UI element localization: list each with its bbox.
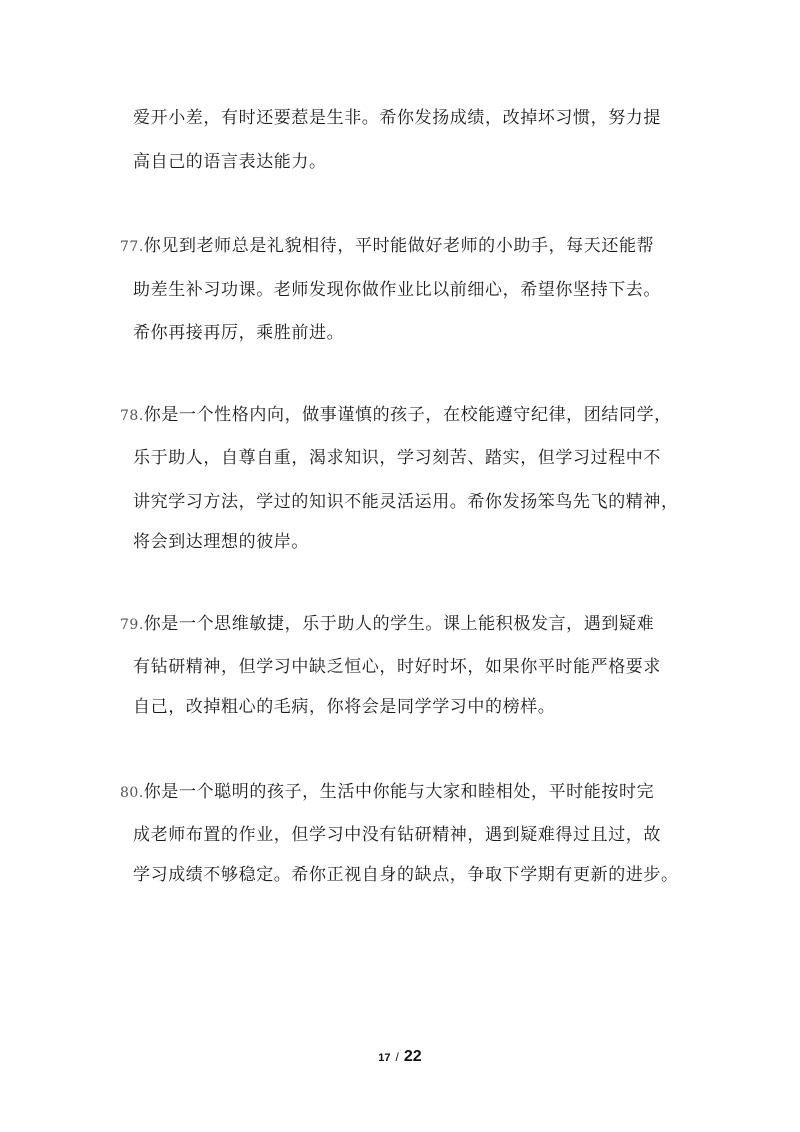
total-pages-number: 22 xyxy=(403,1048,422,1065)
page-separator: / xyxy=(395,1050,399,1064)
paragraph-line: 自己，改掉粗心的毛病，你将会是同学学习中的榜样。 xyxy=(133,697,556,717)
entry-77-first-line xyxy=(120,236,654,257)
paragraph-line: 你是一个性格内向，做事谨慎的孩子，在校能遵守纪律，团结同学， xyxy=(143,405,672,425)
paragraph-line: 学习成绩不够稳定。希你正视自身的缺点，争取下学期有更新的进步。 xyxy=(133,865,679,885)
paragraph-line: 乐于助人，自尊自重，渴求知识，学习刻苦、踏实，但学习过程中不 xyxy=(133,448,661,468)
paragraph-line: 你是一个聪明的孩子，生活中你能与大家和睦相处，平时能按时完 xyxy=(143,782,655,802)
entry-79-first-line xyxy=(120,614,654,635)
paragraph-line: 有钻研精神，但学习中缺乏恒心，时好时坏，如果你平时能严格要求 xyxy=(133,657,661,677)
current-page-number: 17 xyxy=(378,1052,391,1064)
paragraph-line: 你是一个思维敏捷，乐于助人的学生。课上能积极发言，遇到疑难 xyxy=(143,614,655,634)
paragraph-line: 希你再接再厉，乘胜前进。 xyxy=(133,323,345,343)
paragraph-line: 你见到老师总是礼貌相待，平时能做好老师的小助手，每天还能帮 xyxy=(143,236,655,256)
paragraph-line: 助差生补习功课。老师发现你做作业比以前细心，希望你坚持下去。 xyxy=(133,280,661,300)
paragraph-line: 成老师布置的作业，但学习中没有钻研精神，遇到疑难得过且过，故 xyxy=(133,825,661,845)
paragraph-line: 讲究学习方法，学过的知识不能灵活运用。希你发扬笨鸟先飞的精神， xyxy=(133,492,679,512)
entry-78-first-line xyxy=(120,405,672,426)
paragraph-line: 将会到达理想的彼岸。 xyxy=(133,532,309,552)
entry-number: 77. xyxy=(120,239,144,255)
entry-number: 79. xyxy=(120,617,144,633)
paragraph-line: 高自己的语言表达能力。 xyxy=(133,152,327,172)
entry-80-first-line xyxy=(120,782,654,803)
paragraph-line: 爱开小差，有时还要惹是生非。希你发扬成绩，改掉坏习惯，努力提 xyxy=(133,108,661,128)
entry-number: 80. xyxy=(120,785,144,801)
page-number-footer xyxy=(0,1048,800,1066)
entry-number: 78. xyxy=(120,408,144,424)
